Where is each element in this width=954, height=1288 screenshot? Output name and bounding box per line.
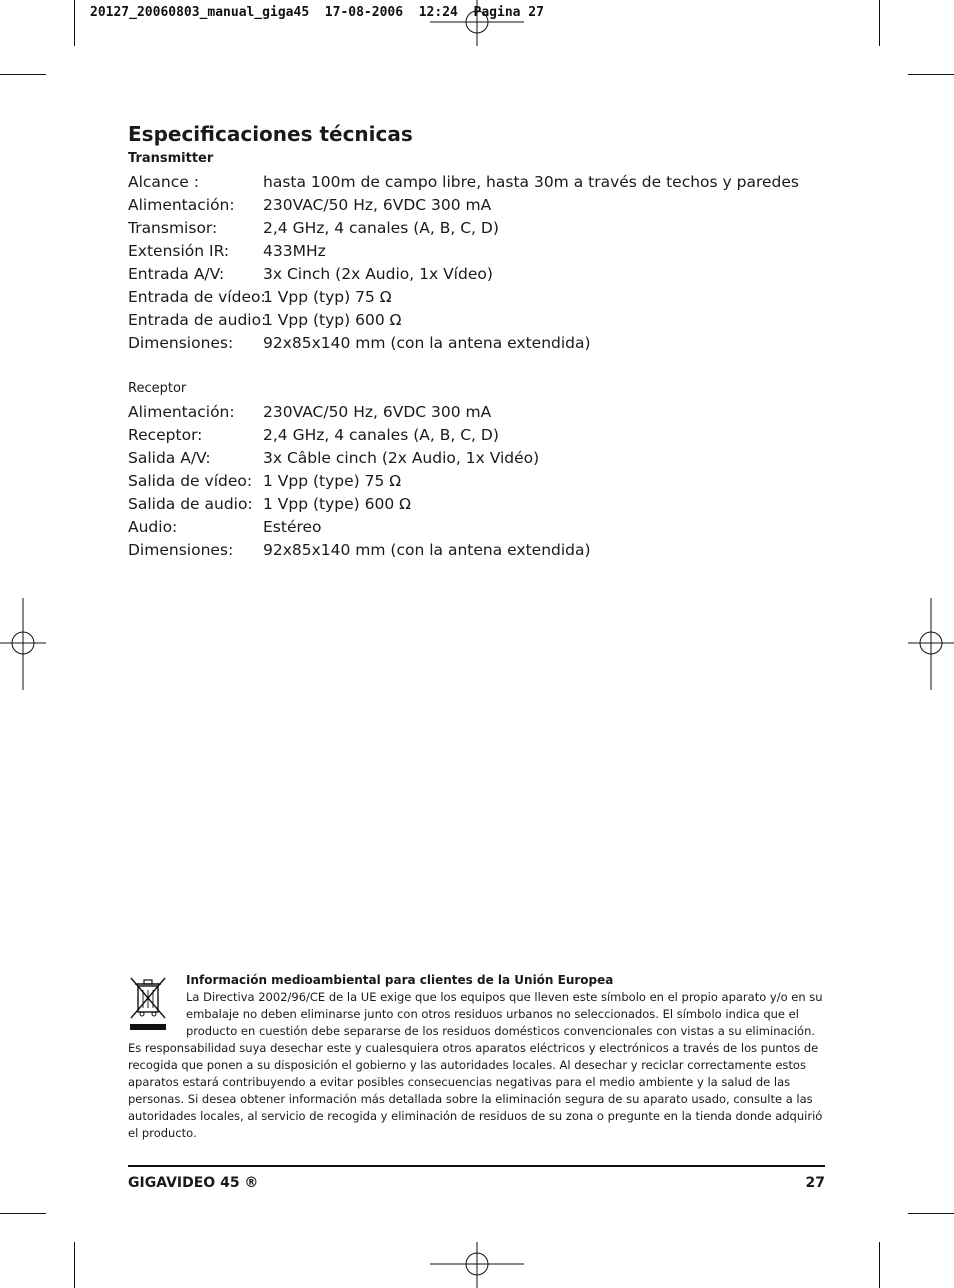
spec-value: 2,4 GHz, 4 canales (A, B, C, D)	[263, 219, 499, 237]
spec-value: 1 Vpp (type) 75 Ω	[263, 472, 402, 490]
crop-mark	[908, 1213, 954, 1214]
spec-row	[128, 516, 848, 539]
page-title: Especificaciones técnicas	[128, 122, 413, 146]
spec-label: Alimentación:	[128, 403, 235, 421]
spec-row	[128, 171, 848, 194]
crop-mark	[0, 74, 46, 75]
spec-label: Extensión IR:	[128, 242, 230, 260]
footer-page-number: 27	[805, 1175, 825, 1191]
spec-row	[128, 401, 848, 424]
spec-row	[128, 493, 848, 516]
spec-value: hasta 100m de campo libre, hasta 30m a través de techos y paredes	[263, 173, 799, 191]
spec-label: Entrada de audio:	[128, 311, 267, 329]
spec-label: Alimentación:	[128, 196, 235, 214]
spec-row	[128, 263, 848, 286]
spec-label: Salida de vídeo:	[128, 472, 253, 490]
spec-value: 92x85x140 mm (con la antena extendida)	[263, 541, 591, 559]
spec-label: Dimensiones:	[128, 334, 234, 352]
spec-value: 1 Vpp (typ) 75 Ω	[263, 288, 392, 306]
crop-mark	[74, 0, 75, 46]
spec-label: Audio:	[128, 518, 178, 536]
crop-mark	[908, 74, 954, 75]
crop-mark	[879, 0, 880, 46]
spec-label: Salida de audio:	[128, 495, 253, 513]
weee-crossed-bin-icon	[128, 974, 168, 1034]
spec-value: 2,4 GHz, 4 canales (A, B, C, D)	[263, 426, 499, 444]
receiver-spec-list	[128, 401, 848, 562]
spec-value: 1 Vpp (type) 600 Ω	[263, 495, 411, 513]
crop-mark	[74, 1242, 75, 1288]
spec-value: Estéreo	[263, 518, 322, 536]
crop-mark	[879, 1242, 880, 1288]
spec-row	[128, 332, 848, 355]
environmental-heading: Información medioambiental para clientes de la Unión Europea	[186, 973, 614, 987]
crop-mark	[0, 1213, 46, 1214]
spec-label: Entrada A/V:	[128, 265, 225, 283]
spec-value: 1 Vpp (typ) 600 Ω	[263, 311, 402, 329]
spec-label: Entrada de vídeo:	[128, 288, 266, 306]
spec-row	[128, 217, 848, 240]
printer-slug: 20127_20060803_manual_giga45 17-08-2006 12:24 Pagina 27	[90, 5, 544, 20]
spec-label: Transmisor:	[128, 219, 218, 237]
spec-value: 3x Cinch (2x Audio, 1x Vídeo)	[263, 265, 493, 283]
spec-value: 92x85x140 mm (con la antena extendida)	[263, 334, 591, 352]
spec-row	[128, 424, 848, 447]
spec-label: Dimensiones:	[128, 541, 234, 559]
spec-row	[128, 539, 848, 562]
spec-label: Salida A/V:	[128, 449, 211, 467]
environmental-body: La Directiva 2002/96/CE de la UE exige que los equipos que lleven este símbolo en el propio aparato y/o en su embalaje no deben eliminarse junto con otros residuos urbanos no seleccionados. El símbolo indica que el producto en cuestión debe separarse de los residuos domésticos convencionales con vistas a su eliminación. Es responsabilidad suya desechar este y cualesquiera otros aparatos eléctricos y electrónicos a través de los puntos de recogida que ponen a su disposición el gobierno y las autoridades locales. Al desechar y reciclar correctamente estos aparatos estará contribuyendo a evitar posibles consecuencias negativas para el medio ambiente y la salud de las personas. Si desea obtener información más detallada sobre la eliminación segura de su aparato usado, consulte a las autoridades locales, al servicio de recogida y eliminación de residuos de su zona o pregunte en la tienda donde adquirió el producto.	[128, 990, 823, 1140]
spec-label: Receptor:	[128, 426, 203, 444]
spec-row	[128, 240, 848, 263]
spec-value: 230VAC/50 Hz, 6VDC 300 mA	[263, 403, 492, 421]
spec-row	[128, 309, 848, 332]
environmental-notice	[128, 972, 823, 1142]
spec-row	[128, 470, 848, 493]
transmitter-spec-list	[128, 171, 848, 355]
registration-mark-icon	[430, 0, 524, 46]
registration-mark-icon	[0, 598, 46, 690]
spec-row	[128, 194, 848, 217]
receiver-heading: Receptor	[128, 381, 187, 396]
spec-value: 433MHz	[263, 242, 326, 260]
spec-value: 230VAC/50 Hz, 6VDC 300 mA	[263, 196, 492, 214]
footer-product-name: GIGAVIDEO 45 ®	[128, 1175, 259, 1191]
footer-divider	[128, 1165, 825, 1167]
spec-row	[128, 447, 848, 470]
spec-row	[128, 286, 848, 309]
transmitter-heading: Transmitter	[128, 151, 214, 166]
spec-value: 3x Câble cinch (2x Audio, 1x Vidéo)	[263, 449, 540, 467]
spec-label: Alcance :	[128, 173, 199, 191]
registration-mark-icon	[908, 598, 954, 690]
registration-mark-icon	[430, 1242, 524, 1288]
